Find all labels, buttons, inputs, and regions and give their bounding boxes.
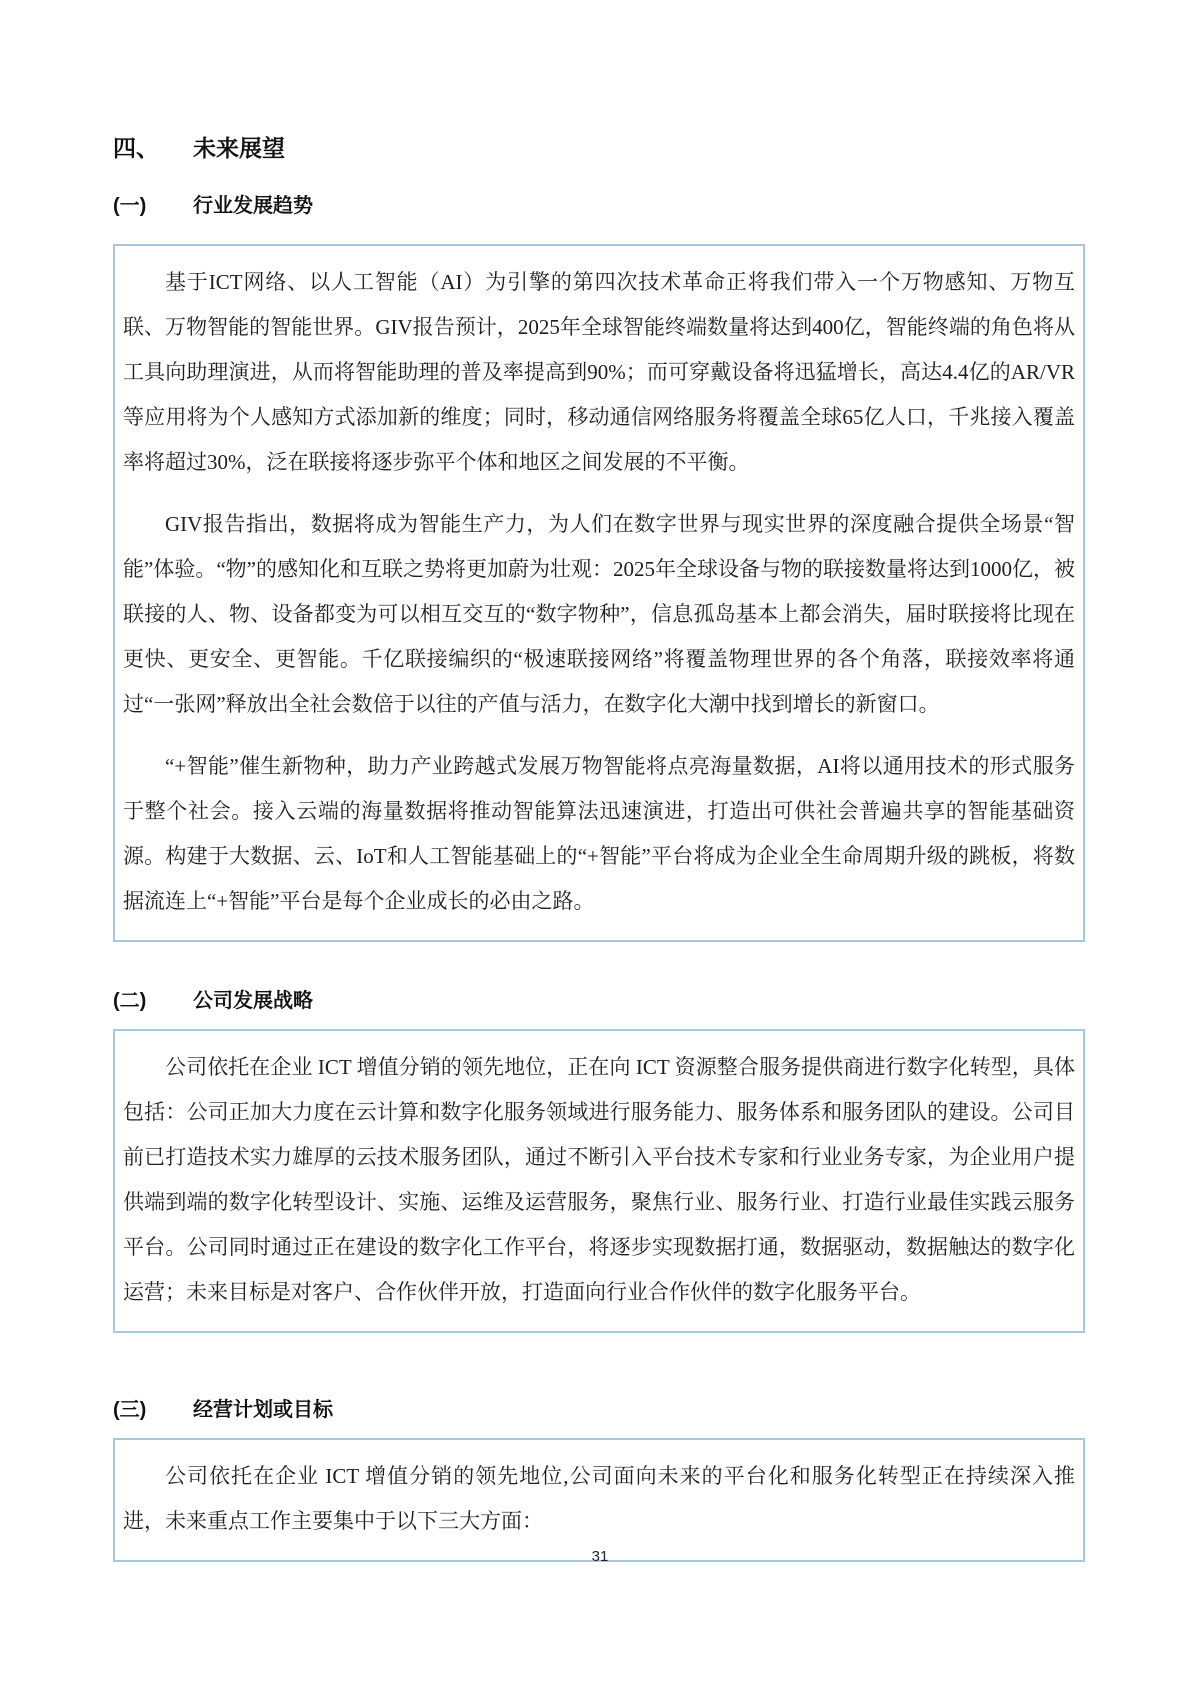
section-title: 公司发展战略 — [193, 990, 313, 1012]
section-title: 经营计划或目标 — [193, 1399, 333, 1421]
paragraph: 公司依托在企业 ICT 增值分销的领先地位，正在向 ICT 资源整合服务提供商进行数字化转型，具体包括：公司正加大力度在云计算和数字化服务领域进行服务能力、服务体系和服务团队的建设。公司目前已打造技术实力雄厚的云技术服务团队，通过不断引入平台技术专家和行业业务专家，为企业用户提供端到端的数字化转型设计、实施、运维及运营服务，聚焦行业、服务行业、打造行业最佳实践云服务平台。公司同时通过正在建设的数字化工作平台，将逐步实现数据打通，数据驱动，数据触达的数字化运营；未来目标是对客户、合作伙伴开放，打造面向行业合作伙伴的数字化服务平台。 — [123, 1055, 1075, 1304]
section-number: (一) — [113, 195, 147, 217]
industry-trends-box — [113, 244, 1085, 942]
paragraph: “+智能”催生新物种，助力产业跨越式发展万物智能将点亮海量数据，AI将以通用技术的形式服务于整个社会。接入云端的海量数据将推动智能算法迅速演进，打造出可供社会普遍共享的智能基础资源。构建于大数据、云、IoT和人工智能基础上的“+智能”平台将成为企业全生命周期升级的跳板，将数据流连上“+智能”平台是每个企业成长的必由之路。 — [123, 754, 1075, 913]
company-strategy-box — [113, 1029, 1085, 1333]
business-plan-box — [113, 1438, 1085, 1562]
section-number: (二) — [113, 990, 147, 1012]
main-heading — [113, 130, 1085, 163]
page-number: 31 — [591, 1548, 609, 1565]
document-content — [113, 130, 1085, 1562]
section-number: (三) — [113, 1399, 147, 1421]
section-heading-business-plan — [113, 1393, 1085, 1422]
section-heading-company-strategy — [113, 984, 1085, 1013]
section-title: 行业发展趋势 — [193, 195, 313, 217]
paragraph: 基于ICT网络、以人工智能（AI）为引擎的第四次技术革命正将我们带入一个万物感知、万物互联、万物智能的智能世界。GIV报告预计，2025年全球智能终端数量将达到400亿，智能终端的角色将从工具向助理演进，从而将智能助理的普及率提高到90%；而可穿戴设备将迅猛增长，高达4.4亿的AR/VR等应用将为个人感知方式添加新的维度；同时，移动通信网络服务将覆盖全球65亿人口，千兆接入覆盖率将超过30%，泛在联接将逐步弥平个体和地区之间发展的不平衡。 — [123, 270, 1075, 474]
paragraph: GIV报告指出，数据将成为智能生产力，为人们在数字世界与现实世界的深度融合提供全场景“智能”体验。“物”的感知化和互联之势将更加蔚为壮观：2025年全球设备与物的联接数量将达到1000亿，被联接的人、物、设备都变为可以相互交互的“数字物种”，信息孤岛基本上都会消失，届时联接将比现在更快、更安全、更智能。千亿联接编织的“极速联接网络”将覆盖物理世界的各个角落，联接效率将通过“一张网”释放出全社会数倍于以往的产值与活力，在数字化大潮中找到增长的新窗口。 — [123, 512, 1075, 716]
section-heading-industry-trends — [113, 189, 1085, 218]
main-heading-number: 四、 — [113, 135, 159, 161]
paragraph: 公司依托在企业 ICT 增值分销的领先地位,公司面向未来的平台化和服务化转型正在持续深入推进，未来重点工作主要集中于以下三大方面： — [123, 1464, 1075, 1533]
main-heading-title: 未来展望 — [193, 135, 285, 161]
